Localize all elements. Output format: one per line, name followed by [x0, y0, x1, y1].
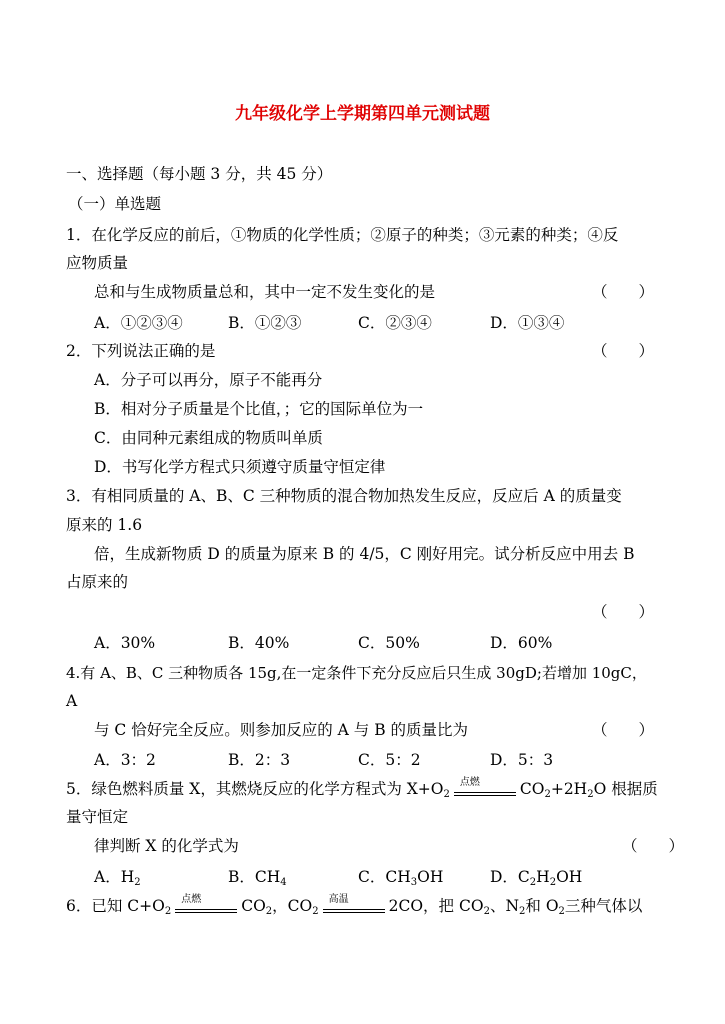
q1-line1: 1．在化学反应的前后，①物质的化学性质；②原子的种类；③元素的种类；④反	[66, 226, 619, 244]
q6-reaction-arrow-2: 高温	[319, 896, 389, 916]
q5-condition: 点燃	[459, 777, 480, 788]
q4-line3: 与 C 恰好完全反应。则参加反应的 A 与 B 的质量比为	[94, 721, 469, 739]
q5-option-a: A．$H_2$	[94, 868, 141, 888]
q2-answer-paren: （ ）	[592, 342, 655, 360]
q2-option-b: B．相对分子质量是个比值，；它的国际单位为一	[94, 400, 424, 418]
q4-option-b: B．2：3	[228, 751, 291, 769]
q5-line2: 量守恒定	[66, 808, 129, 826]
q6-reaction-arrow-1: 点燃	[171, 896, 241, 916]
q6-line1: 6．已知 $C+O_2$ 点燃 $CO_2$，$CO_2$ 高温 2CO，把 $CO_2$、$N_2$和 $O_2$三种气体以	[66, 894, 643, 917]
page-title: 九年级化学上学期第四单元测试题	[235, 104, 490, 124]
q4-option-d: D．5：3	[490, 751, 554, 769]
q2-option-a: A．分子可以再分，原子不能再分	[94, 371, 323, 389]
q2-stem: 2．下列说法正确的是	[66, 342, 216, 360]
q2-option-c: C．由同种元素组成的物质叫单质	[94, 429, 323, 447]
q3-option-d: D．60%	[490, 634, 553, 652]
q1-option-b: B．①②③	[228, 314, 302, 332]
section-heading: 一、选择题（每小题 3 分，共 45 分）	[66, 165, 333, 183]
q1-line3: 总和与生成物质量总和，其中一定不发生变化的是	[94, 283, 436, 301]
q4-line1: 4.有 A、B、C 三种物质各 15g,在一定条件下充分反应后只生成 30gD;若增加 10gC，	[66, 664, 647, 682]
q3-option-c: C．50%	[358, 634, 420, 652]
q1-line2: 应物质量	[66, 254, 129, 272]
q4-option-a: A．3：2	[94, 751, 156, 769]
q3-line4: 占原来的	[66, 573, 129, 591]
q5-option-b: B．$CH_4$	[228, 868, 287, 888]
q2-option-d: D．书写化学方程式只须遵守质量守恒定律	[94, 458, 386, 476]
q5-equation-products: $CO_2+2H_2O$ 根据质	[519, 780, 658, 800]
q3-line2: 原来的 1.6	[66, 516, 143, 534]
q1-option-d: D．①③④	[490, 314, 565, 332]
q5-option-c: C．$CH_3OH$	[358, 868, 444, 888]
q3-option-a: A．30%	[94, 634, 156, 652]
q1-option-a: A．①②③④	[94, 314, 183, 332]
q4-option-c: C．5：2	[358, 751, 421, 769]
q5-reaction-arrow	[450, 779, 520, 799]
q3-line3: 倍，生成新物质 D 的质量为原来 B 的 4/5，C 刚好用完。试分析反应中用去 B	[94, 545, 635, 563]
q5-line1-text: 5．绿色燃料质量 X，其燃烧反应的化学方程式为	[66, 780, 407, 798]
q5-answer-paren: （ ）	[622, 837, 685, 855]
q5-line3: 律判断 X 的化学式为	[94, 837, 239, 855]
q1-answer-paren: （ ）	[592, 283, 655, 301]
q1-option-c: C．②③④	[358, 314, 432, 332]
q3-answer-paren: （ ）	[592, 603, 655, 621]
q3-line1: 3．有相同质量的 A、B、C 三种物质的混合物加热发生反应，反应后 A 的质量变	[66, 487, 622, 505]
q3-option-b: B．40%	[228, 634, 290, 652]
q4-answer-paren: （ ）	[592, 721, 655, 739]
q5-equation-reactants: $X+O_2$	[406, 780, 450, 800]
q5-line1	[66, 779, 658, 799]
sub-heading: （一）单选题	[68, 195, 162, 213]
q4-line2: A	[66, 692, 78, 710]
q5-option-d: D．$C_2H_2OH$	[490, 868, 583, 888]
